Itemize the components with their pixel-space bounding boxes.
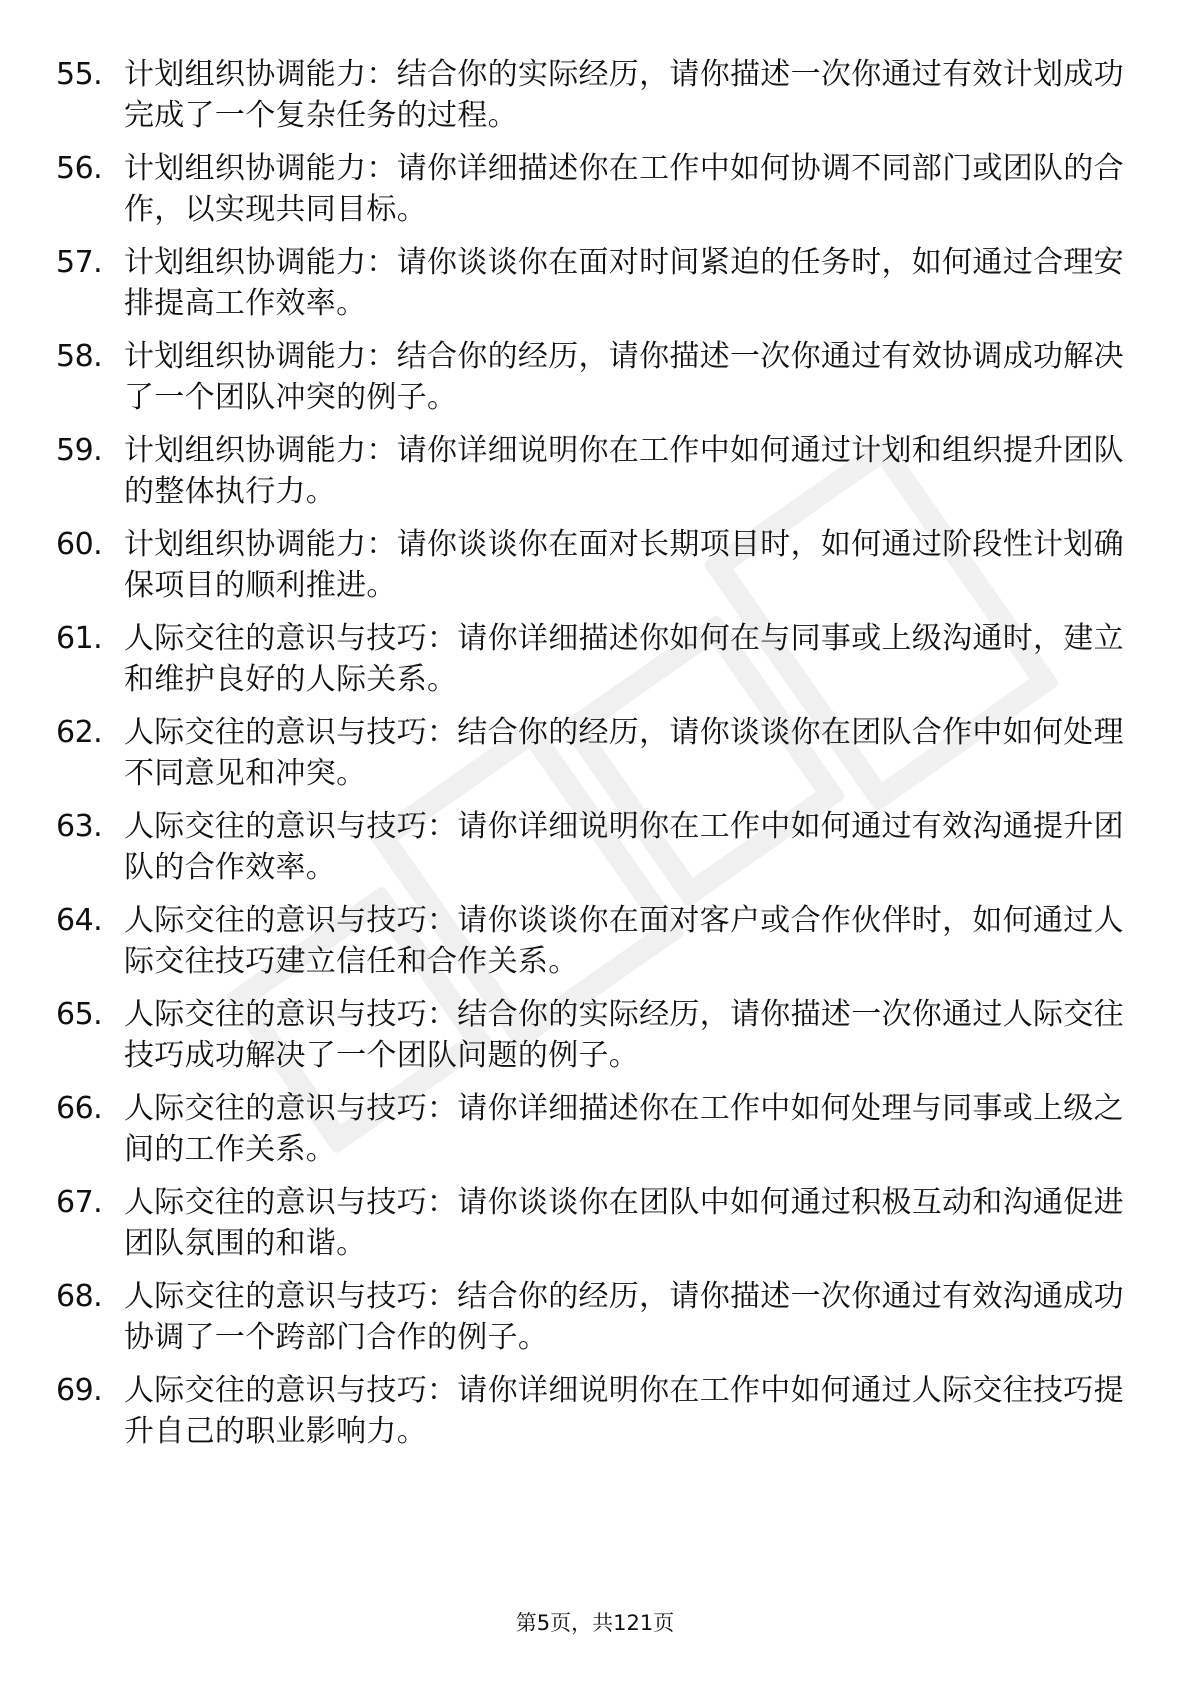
question-text: 人际交往的意识与技巧：请你详细说明你在工作中如何通过人际交往技巧提升自己的职业影响力。 [124, 1373, 1124, 1449]
question-number: 57. [56, 245, 103, 280]
question-text: 人际交往的意识与技巧：请你详细描述你如何在与同事或上级沟通时，建立和维护良好的人际关系。 [124, 621, 1124, 697]
question-item [56, 148, 1124, 242]
question-number: 61. [56, 621, 103, 656]
question-text: 人际交往的意识与技巧：结合你的经历，请你谈谈你在团队合作中如何处理不同意见和冲突。 [124, 715, 1124, 791]
question-item [56, 1276, 1124, 1370]
question-text: 计划组织协调能力：结合你的经历，请你描述一次你通过有效协调成功解决了一个团队冲突的例子。 [124, 339, 1124, 415]
question-item [56, 1370, 1124, 1464]
question-item [56, 994, 1124, 1088]
question-text: 人际交往的意识与技巧：请你谈谈你在团队中如何通过积极互动和沟通促进团队氛围的和谐。 [124, 1185, 1124, 1261]
question-text: 人际交往的意识与技巧：请你详细描述你在工作中如何处理与同事或上级之间的工作关系。 [124, 1091, 1124, 1167]
question-text: 计划组织协调能力：请你详细说明你在工作中如何通过计划和组织提升团队的整体执行力。 [124, 433, 1124, 509]
question-item [56, 806, 1124, 900]
question-number: 69. [56, 1373, 103, 1408]
question-text: 人际交往的意识与技巧：结合你的经历，请你描述一次你通过有效沟通成功协调了一个跨部门合作的例子。 [124, 1279, 1124, 1355]
question-text: 计划组织协调能力：请你谈谈你在面对长期项目时，如何通过阶段性计划确保项目的顺利推进。 [124, 527, 1124, 603]
question-text: 计划组织协调能力：结合你的实际经历，请你描述一次你通过有效计划成功完成了一个复杂任务的过程。 [124, 57, 1124, 133]
question-number: 58. [56, 339, 103, 374]
question-item [56, 242, 1124, 336]
question-item [56, 54, 1124, 148]
question-number: 59. [56, 433, 103, 468]
question-number: 56. [56, 151, 103, 186]
question-item [56, 524, 1124, 618]
question-item [56, 712, 1124, 806]
question-item [56, 430, 1124, 524]
question-item [56, 1088, 1124, 1182]
question-number: 63. [56, 809, 103, 844]
question-number: 66. [56, 1091, 103, 1126]
question-number: 60. [56, 527, 103, 562]
question-item [56, 336, 1124, 430]
question-item [56, 900, 1124, 994]
question-number: 64. [56, 903, 103, 938]
question-number: 68. [56, 1279, 103, 1314]
question-item [56, 1182, 1124, 1276]
question-number: 55. [56, 57, 103, 92]
question-list [56, 54, 1124, 1464]
question-text: 计划组织协调能力：请你详细描述你在工作中如何协调不同部门或团队的合作，以实现共同目标。 [124, 151, 1124, 227]
question-text: 人际交往的意识与技巧：请你详细说明你在工作中如何通过有效沟通提升团队的合作效率。 [124, 809, 1124, 885]
question-text: 人际交往的意识与技巧：结合你的实际经历，请你描述一次你通过人际交往技巧成功解决了一个团队问题的例子。 [124, 997, 1124, 1073]
question-number: 65. [56, 997, 103, 1032]
question-text: 计划组织协调能力：请你谈谈你在面对时间紧迫的任务时，如何通过合理安排提高工作效率。 [124, 245, 1124, 321]
question-text: 人际交往的意识与技巧：请你谈谈你在面对客户或合作伙伴时，如何通过人际交往技巧建立信任和合作关系。 [124, 903, 1124, 979]
page-indicator: 第5页，共121页 [515, 1611, 675, 1635]
question-number: 62. [56, 715, 103, 750]
question-item [56, 618, 1124, 712]
question-number: 67. [56, 1185, 103, 1220]
